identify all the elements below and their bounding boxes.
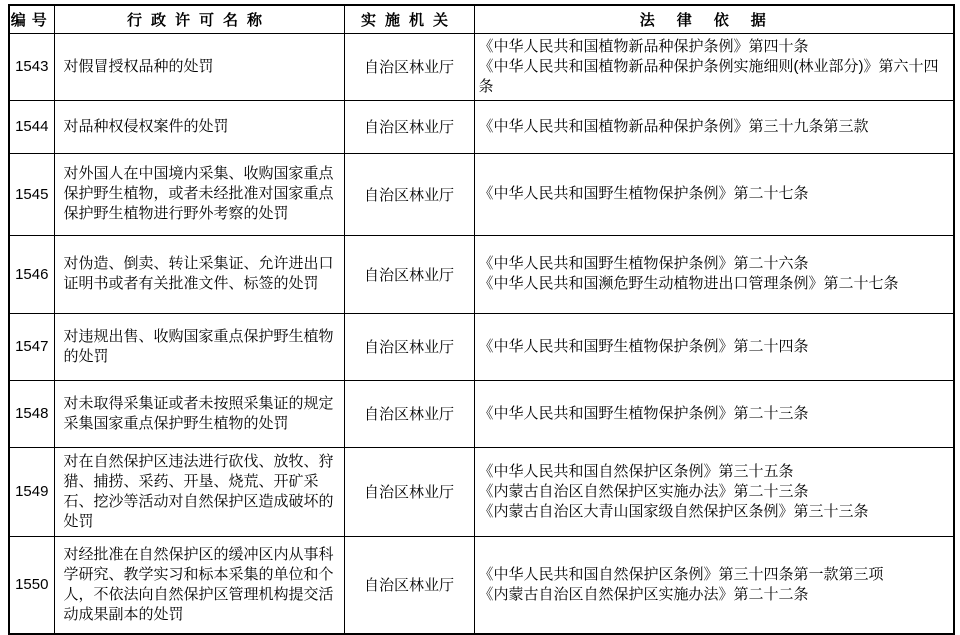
agency-cell: 自治区林业厅 <box>344 447 474 536</box>
header-agency: 实施机关 <box>344 5 474 33</box>
header-name: 行政许可名称 <box>54 5 344 33</box>
permit-id-cell: 1543 <box>9 33 54 100</box>
legal-basis-cell <box>474 100 954 153</box>
table-row <box>9 100 954 153</box>
permit-id-cell: 1549 <box>9 447 54 536</box>
permit-name-cell: 对外国人在中国境内采集、收购国家重点保护野生植物，或者未经批准对国家重点保护野生植物进行野外考察的处罚 <box>54 153 344 235</box>
law-reference: 《中华人民共和国自然保护区条例》第三十四条第一款第三项 <box>478 565 884 583</box>
law-reference: 《内蒙古自治区大青山国家级自然保护区条例》第三十三条 <box>478 502 869 520</box>
legal-basis-cell <box>474 235 954 313</box>
table-row <box>9 313 954 380</box>
legal-basis-cell <box>474 380 954 447</box>
agency-cell: 自治区林业厅 <box>344 380 474 447</box>
permit-id-cell: 1548 <box>9 380 54 447</box>
table-row <box>9 235 954 313</box>
permit-id-cell: 1545 <box>9 153 54 235</box>
legal-basis-cell <box>474 313 954 380</box>
administrative-permits-table <box>8 4 955 635</box>
agency-cell: 自治区林业厅 <box>344 313 474 380</box>
law-reference: 《中华人民共和国野生植物保护条例》第二十七条 <box>478 185 809 202</box>
legal-basis-cell <box>474 536 954 634</box>
agency-cell: 自治区林业厅 <box>344 235 474 313</box>
permit-id-cell: 1550 <box>9 536 54 634</box>
permit-id-cell: 1546 <box>9 235 54 313</box>
permit-name-cell: 对未取得采集证或者未按照采集证的规定采集国家重点保护野生植物的处罚 <box>54 380 344 447</box>
permit-name-cell: 对假冒授权品种的处罚 <box>54 33 344 100</box>
table-body <box>9 33 954 634</box>
permit-name-cell: 对在自然保护区违法进行砍伐、放牧、狩猎、捕捞、采药、开垦、烧荒、开矿采石、挖沙等活动对自然保护区造成破坏的处罚 <box>54 447 344 536</box>
permit-id-cell: 1547 <box>9 313 54 380</box>
permit-name-cell: 对经批准在自然保护区的缓冲区内从事科学研究、教学实习和标本采集的单位和个人，不依法向自然保护区管理机构提交活动成果副本的处罚 <box>54 536 344 634</box>
law-reference: 《中华人民共和国自然保护区条例》第三十五条 <box>478 462 794 480</box>
law-reference: 《中华人民共和国野生植物保护条例》第二十四条 <box>478 337 809 355</box>
law-reference: 《中华人民共和国野生植物保护条例》第二十六条 <box>478 255 809 272</box>
table-header-row <box>9 5 954 33</box>
law-reference: 《内蒙古自治区自然保护区实施办法》第二十二条 <box>478 585 809 603</box>
law-reference: 《中华人民共和国植物新品种保护条例》第四十条 <box>478 37 809 55</box>
table-row <box>9 33 954 100</box>
permit-name-cell: 对伪造、倒卖、转让采集证、允许进出口证明书或者有关批准文件、标签的处罚 <box>54 235 344 313</box>
legal-basis-cell <box>474 33 954 100</box>
law-reference: 《中华人民共和国野生植物保护条例》第二十三条 <box>478 404 809 422</box>
legal-basis-cell <box>474 153 954 235</box>
agency-cell: 自治区林业厅 <box>344 100 474 153</box>
permit-id-cell: 1544 <box>9 100 54 153</box>
table-row <box>9 380 954 447</box>
law-reference: 《内蒙古自治区自然保护区实施办法》第二十三条 <box>478 482 809 500</box>
table-row <box>9 447 954 536</box>
header-id: 编号 <box>9 5 54 33</box>
law-reference: 《中华人民共和国濒危野生动植物进出口管理条例》第二十七条 <box>478 275 899 292</box>
table-row <box>9 536 954 634</box>
agency-cell: 自治区林业厅 <box>344 33 474 100</box>
legal-basis-cell <box>474 447 954 536</box>
agency-cell: 自治区林业厅 <box>344 536 474 634</box>
law-reference: 《中华人民共和国植物新品种保护条例》第三十九条第三款 <box>478 117 869 135</box>
permit-name-cell: 对违规出售、收购国家重点保护野生植物的处罚 <box>54 313 344 380</box>
table-row <box>9 153 954 235</box>
agency-cell: 自治区林业厅 <box>344 153 474 235</box>
header-legal: 法律依据 <box>474 5 954 33</box>
law-reference: 《中华人民共和国植物新品种保护条例实施细则(林业部分)》第六十四条 <box>478 57 939 95</box>
permit-name-cell: 对品种权侵权案件的处罚 <box>54 100 344 153</box>
